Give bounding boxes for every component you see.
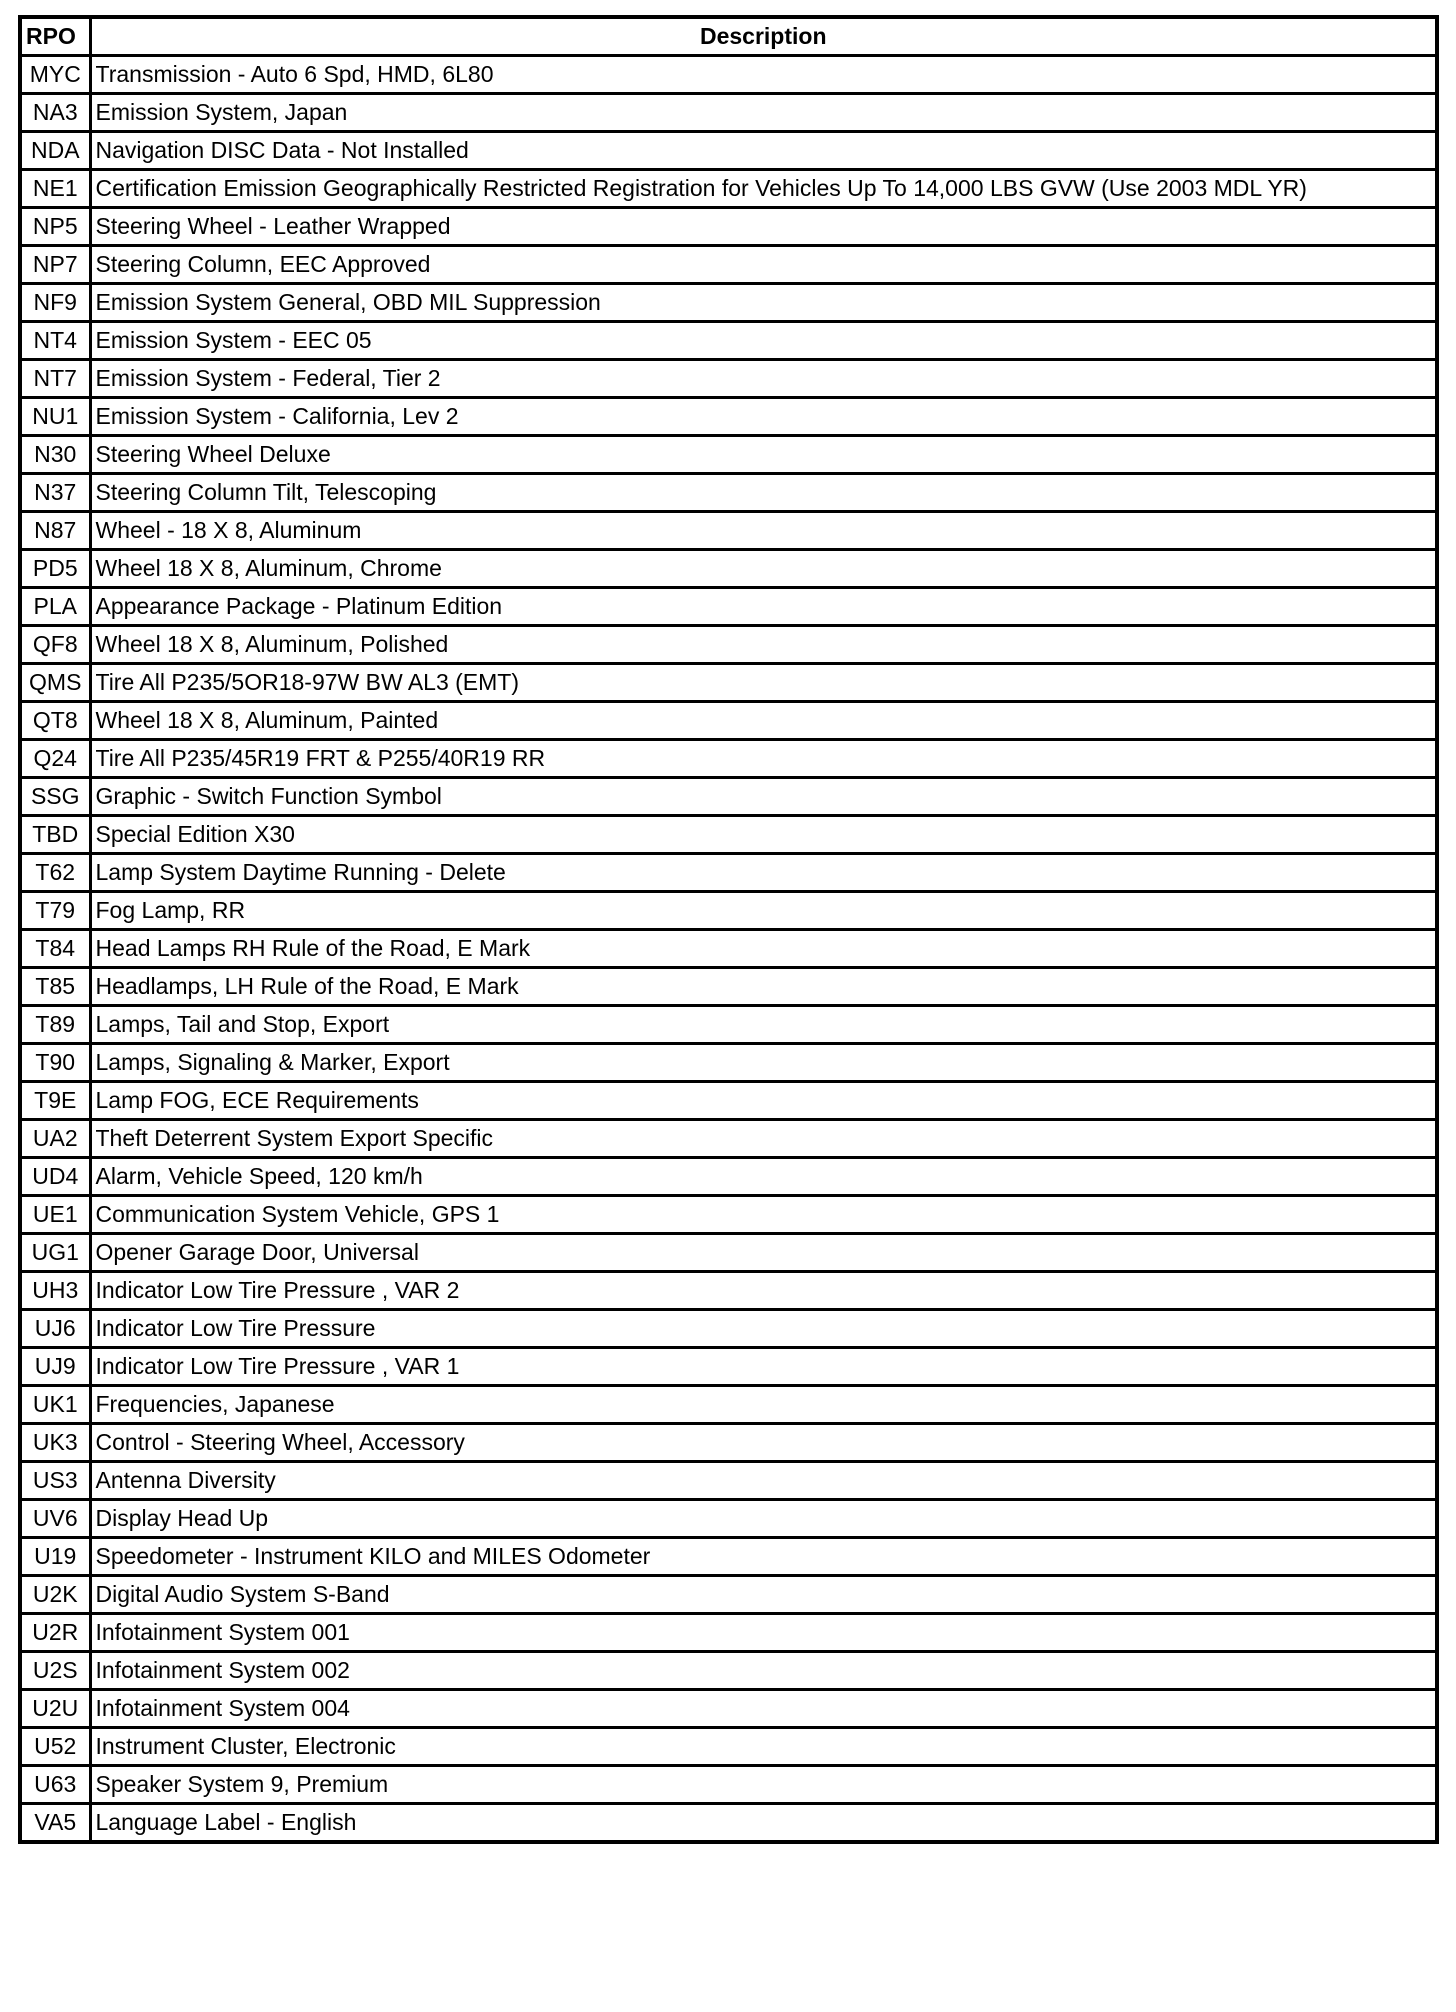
rpo-code-cell: UK3 xyxy=(20,1424,90,1462)
rpo-code-cell: U2R xyxy=(20,1614,90,1652)
rpo-code-cell: U2S xyxy=(20,1652,90,1690)
description-cell: Graphic - Switch Function Symbol xyxy=(90,778,1437,816)
table-row xyxy=(20,1728,1437,1766)
rpo-code-cell: T9E xyxy=(20,1082,90,1120)
rpo-code-cell: U2K xyxy=(20,1576,90,1614)
description-cell: Lamp System Daytime Running - Delete xyxy=(90,854,1437,892)
table-row xyxy=(20,1348,1437,1386)
description-cell: Infotainment System 004 xyxy=(90,1690,1437,1728)
rpo-code-cell: Q24 xyxy=(20,740,90,778)
rpo-code-cell: NF9 xyxy=(20,284,90,322)
table-row xyxy=(20,322,1437,360)
description-cell: Wheel 18 X 8, Aluminum, Chrome xyxy=(90,550,1437,588)
description-cell: Indicator Low Tire Pressure , VAR 2 xyxy=(90,1272,1437,1310)
table-header-row xyxy=(20,17,1437,56)
rpo-code-cell: N87 xyxy=(20,512,90,550)
table-body xyxy=(20,56,1437,1843)
table-row xyxy=(20,664,1437,702)
description-cell: Opener Garage Door, Universal xyxy=(90,1234,1437,1272)
table-row xyxy=(20,1234,1437,1272)
rpo-code-cell: N37 xyxy=(20,474,90,512)
description-cell: Antenna Diversity xyxy=(90,1462,1437,1500)
table-row xyxy=(20,1310,1437,1348)
rpo-code-cell: UJ6 xyxy=(20,1310,90,1348)
table-row xyxy=(20,778,1437,816)
description-cell: Transmission - Auto 6 Spd, HMD, 6L80 xyxy=(90,56,1437,94)
description-cell: Emission System General, OBD MIL Suppression xyxy=(90,284,1437,322)
rpo-code-cell: T84 xyxy=(20,930,90,968)
table-row xyxy=(20,1082,1437,1120)
description-cell: Control - Steering Wheel, Accessory xyxy=(90,1424,1437,1462)
table-row xyxy=(20,702,1437,740)
table-row xyxy=(20,284,1437,322)
rpo-code-cell: NT4 xyxy=(20,322,90,360)
rpo-code-cell: NP5 xyxy=(20,208,90,246)
rpo-code-cell: TBD xyxy=(20,816,90,854)
rpo-code-cell: QT8 xyxy=(20,702,90,740)
rpo-code-cell: UE1 xyxy=(20,1196,90,1234)
description-cell: Steering Column, EEC Approved xyxy=(90,246,1437,284)
table-row xyxy=(20,436,1437,474)
table-row xyxy=(20,1424,1437,1462)
table-row xyxy=(20,1120,1437,1158)
rpo-code-cell: T89 xyxy=(20,1006,90,1044)
description-cell: Emission System - California, Lev 2 xyxy=(90,398,1437,436)
description-cell: Infotainment System 002 xyxy=(90,1652,1437,1690)
rpo-code-cell: UG1 xyxy=(20,1234,90,1272)
rpo-code-cell: U2U xyxy=(20,1690,90,1728)
table-row xyxy=(20,1690,1437,1728)
rpo-code-cell: QF8 xyxy=(20,626,90,664)
rpo-code-cell: QMS xyxy=(20,664,90,702)
table-row xyxy=(20,398,1437,436)
table-row xyxy=(20,132,1437,170)
rpo-code-cell: T62 xyxy=(20,854,90,892)
rpo-code-cell: T79 xyxy=(20,892,90,930)
table-row xyxy=(20,1500,1437,1538)
description-cell: Language Label - English xyxy=(90,1804,1437,1843)
rpo-code-cell: UA2 xyxy=(20,1120,90,1158)
description-cell: Lamp FOG, ECE Requirements xyxy=(90,1082,1437,1120)
rpo-code-cell: UV6 xyxy=(20,1500,90,1538)
description-cell: Frequencies, Japanese xyxy=(90,1386,1437,1424)
description-cell: Lamps, Signaling & Marker, Export xyxy=(90,1044,1437,1082)
description-cell: Display Head Up xyxy=(90,1500,1437,1538)
table-row xyxy=(20,1272,1437,1310)
table-row xyxy=(20,1766,1437,1804)
rpo-code-cell: PD5 xyxy=(20,550,90,588)
table-row xyxy=(20,1386,1437,1424)
rpo-code-cell: UH3 xyxy=(20,1272,90,1310)
rpo-code-cell: UD4 xyxy=(20,1158,90,1196)
table-row xyxy=(20,94,1437,132)
rpo-code-cell: SSG xyxy=(20,778,90,816)
description-cell: Fog Lamp, RR xyxy=(90,892,1437,930)
table-row xyxy=(20,56,1437,94)
rpo-code-cell: NU1 xyxy=(20,398,90,436)
rpo-code-cell: UK1 xyxy=(20,1386,90,1424)
table-row xyxy=(20,626,1437,664)
description-cell: Indicator Low Tire Pressure xyxy=(90,1310,1437,1348)
description-cell: Alarm, Vehicle Speed, 120 km/h xyxy=(90,1158,1437,1196)
rpo-code-cell: US3 xyxy=(20,1462,90,1500)
table-row xyxy=(20,1538,1437,1576)
rpo-code-cell: UJ9 xyxy=(20,1348,90,1386)
rpo-code-cell: VA5 xyxy=(20,1804,90,1843)
description-cell: Emission System, Japan xyxy=(90,94,1437,132)
rpo-code-cell: T90 xyxy=(20,1044,90,1082)
description-cell: Lamps, Tail and Stop, Export xyxy=(90,1006,1437,1044)
description-cell: Tire All P235/5OR18-97W BW AL3 (EMT) xyxy=(90,664,1437,702)
table-row xyxy=(20,1804,1437,1843)
table-row xyxy=(20,1158,1437,1196)
description-cell: Wheel - 18 X 8, Aluminum xyxy=(90,512,1437,550)
description-column-header: Description xyxy=(90,17,1437,56)
description-cell: Certification Emission Geographically Restricted Registration for Vehicles Up To 14,000 LBS GVW (Use 2003 MDL YR) xyxy=(90,170,1437,208)
description-cell: Communication System Vehicle, GPS 1 xyxy=(90,1196,1437,1234)
description-cell: Appearance Package - Platinum Edition xyxy=(90,588,1437,626)
description-cell: Steering Wheel - Leather Wrapped xyxy=(90,208,1437,246)
table-row xyxy=(20,474,1437,512)
description-cell: Special Edition X30 xyxy=(90,816,1437,854)
rpo-code-cell: N30 xyxy=(20,436,90,474)
rpo-code-cell: U52 xyxy=(20,1728,90,1766)
description-cell: Wheel 18 X 8, Aluminum, Painted xyxy=(90,702,1437,740)
description-cell: Instrument Cluster, Electronic xyxy=(90,1728,1437,1766)
table-row xyxy=(20,1462,1437,1500)
description-cell: Steering Column Tilt, Telescoping xyxy=(90,474,1437,512)
description-cell: Theft Deterrent System Export Specific xyxy=(90,1120,1437,1158)
rpo-code-cell: NT7 xyxy=(20,360,90,398)
table-row xyxy=(20,512,1437,550)
table-row xyxy=(20,246,1437,284)
rpo-code-cell: MYC xyxy=(20,56,90,94)
rpo-code-cell: U63 xyxy=(20,1766,90,1804)
description-cell: Emission System - EEC 05 xyxy=(90,322,1437,360)
description-cell: Speedometer - Instrument KILO and MILES Odometer xyxy=(90,1538,1437,1576)
description-cell: Indicator Low Tire Pressure , VAR 1 xyxy=(90,1348,1437,1386)
table-row xyxy=(20,1652,1437,1690)
rpo-column-header: RPO xyxy=(20,17,90,56)
rpo-code-cell: U19 xyxy=(20,1538,90,1576)
table-row xyxy=(20,1614,1437,1652)
table-row xyxy=(20,892,1437,930)
rpo-code-cell: NA3 xyxy=(20,94,90,132)
description-cell: Digital Audio System S-Band xyxy=(90,1576,1437,1614)
rpo-code-cell: PLA xyxy=(20,588,90,626)
table-row xyxy=(20,1576,1437,1614)
table-row xyxy=(20,170,1437,208)
description-cell: Navigation DISC Data - Not Installed xyxy=(90,132,1437,170)
table-row xyxy=(20,360,1437,398)
table-row xyxy=(20,1196,1437,1234)
table-row xyxy=(20,588,1437,626)
rpo-table xyxy=(18,15,1439,1844)
table-row xyxy=(20,740,1437,778)
table-row xyxy=(20,968,1437,1006)
rpo-code-cell: T85 xyxy=(20,968,90,1006)
table-row xyxy=(20,208,1437,246)
table-row xyxy=(20,816,1437,854)
description-cell: Headlamps, LH Rule of the Road, E Mark xyxy=(90,968,1437,1006)
description-cell: Speaker System 9, Premium xyxy=(90,1766,1437,1804)
table-row xyxy=(20,1006,1437,1044)
description-cell: Head Lamps RH Rule of the Road, E Mark xyxy=(90,930,1437,968)
table-row xyxy=(20,930,1437,968)
rpo-code-cell: NDA xyxy=(20,132,90,170)
table-row xyxy=(20,550,1437,588)
description-cell: Wheel 18 X 8, Aluminum, Polished xyxy=(90,626,1437,664)
table-row xyxy=(20,854,1437,892)
description-cell: Tire All P235/45R19 FRT & P255/40R19 RR xyxy=(90,740,1437,778)
table-row xyxy=(20,1044,1437,1082)
rpo-code-cell: NE1 xyxy=(20,170,90,208)
description-cell: Infotainment System 001 xyxy=(90,1614,1437,1652)
description-cell: Emission System - Federal, Tier 2 xyxy=(90,360,1437,398)
rpo-code-cell: NP7 xyxy=(20,246,90,284)
description-cell: Steering Wheel Deluxe xyxy=(90,436,1437,474)
